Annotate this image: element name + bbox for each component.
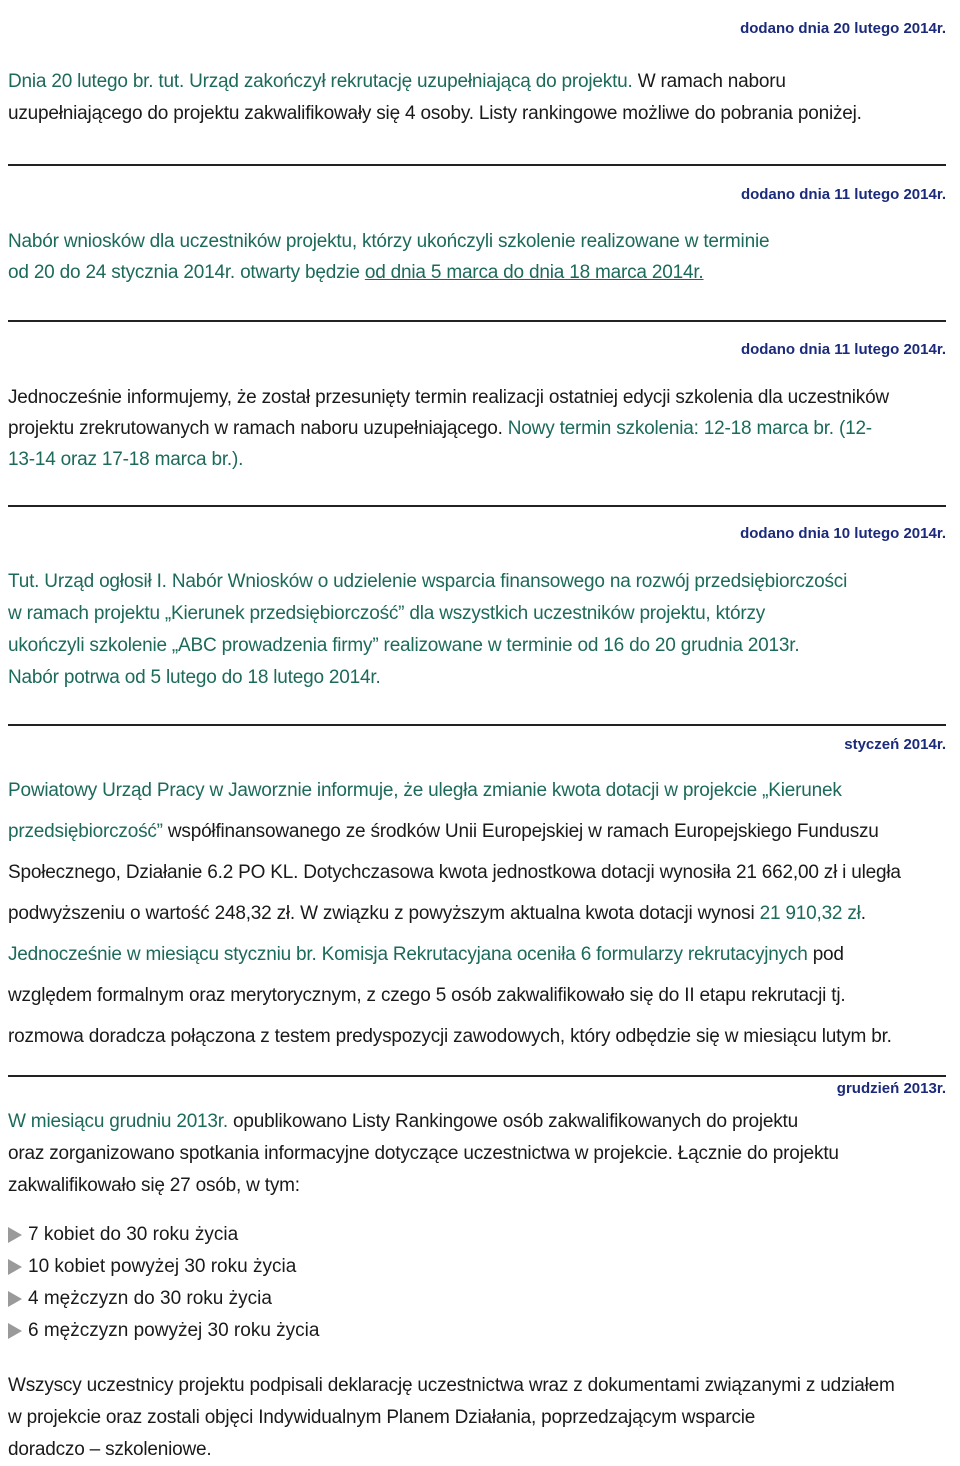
entry-date: dodano dnia 11 lutego 2014r. — [740, 341, 946, 358]
highlight-text: Dnia 20 lutego br. tut. Urząd zakończył rekrutację uzupełniającą do projektu. — [8, 71, 633, 92]
entry-body: Nabór wniosków dla uczestników projektu, którzy ukończyli szkolenie realizowane w terminie od 20 do 24 stycznia 2014r. otwarty będzie od dnia 5 marca do dnia 18 marca 2014r. — [8, 231, 770, 283]
list-item: 10 kobiet powyżej 30 roku życia — [8, 1251, 319, 1283]
triangle-bullet-icon — [8, 1259, 22, 1275]
entry-date: styczeń 2014r. — [844, 736, 946, 753]
triangle-bullet-icon — [8, 1323, 22, 1339]
date-range-link: od dnia 5 marca do dnia 18 marca 2014r. — [364, 262, 704, 283]
closing-paragraph: Wszyscy uczestnicy projektu podpisali deklarację uczestnictwa wraz z dokumentami związanymi z udziałem w projekcie oraz zostali objęci Indywidualnym Planem Działania, poprzedzającym wsparcie doradczo – szkoleniowe. — [8, 1375, 895, 1460]
entry-date: dodano dnia 11 lutego 2014r. — [740, 186, 946, 203]
entry-body: Jednocześnie informujemy, że został przesunięty termin realizacji ostatniej edycji szkolenia dla uczestników projektu zrekrutowanych w ramach naboru uzupełniającego. Nowy termin szkolenia: 12-18 marca br. (12- 13-14 oraz 17-18 marca br.). — [8, 387, 889, 470]
divider — [8, 1075, 946, 1077]
entry-date: grudzień 2013r. — [836, 1080, 946, 1097]
qualified-breakdown-list — [8, 1219, 319, 1347]
list-item: 7 kobiet do 30 roku życia — [8, 1219, 319, 1251]
entry-body: Dnia 20 lutego br. tut. Urząd zakończył rekrutację uzupełniającą do projektu. W ramach naboru uzupełniającego do projektu zakwalifikowały się 4 osoby. Listy rankingowe możliwe do pobrania poniżej. — [8, 71, 862, 124]
divider — [8, 724, 946, 726]
triangle-bullet-icon — [8, 1227, 22, 1243]
list-item: 4 mężczyzn do 30 roku życia — [8, 1283, 319, 1315]
entry-body: W miesiącu grudniu 2013r. opublikowano Listy Rankingowe osób zakwalifikowanych do projektu oraz zorganizowano spotkania informacyjne dotyczące uczestnictwa w projekcie. Łącznie do projektu zakwalifikowało się 27 osób, w tym: — [8, 1111, 839, 1196]
triangle-bullet-icon — [8, 1291, 22, 1307]
entry-body: Powiatowy Urząd Pracy w Jaworznie informuje, że uległa zmianie kwota dotacji w projekcie „Kierunek przedsiębiorczość” współfinansowanego ze środków Unii Europejskiej w ramach Europejskiego Funduszu Społecznego, Działanie 6.2 PO KL. Dotychczasowa kwota jednostkowa dotacji wynosiła 21 662,00 zł i uległa podwyższeniu o wartość 248,32 zł. W związku z powyższym aktualna kwota dotacji wynosi 21 910,32 zł. Jednocześnie w miesiącu styczniu br. Komisja Rekrutacyjana oceniła 6 formularzy rekrutacyjnych pod względem formalnym oraz merytorycznym, z czego 5 osób zakwalifikowało się do II etapu rekrutacji tj. rozmowa doradcza połączona z testem predyspozycji zawodowych, który odbędzie się w miesiącu lutym br. — [8, 780, 901, 1047]
divider — [8, 164, 946, 166]
divider — [8, 505, 946, 507]
entry-body: Tut. Urząd ogłosił I. Nabór Wniosków o udzielenie wsparcia finansowego na rozwój przedsiębiorczości w ramach projektu „Kierunek przedsiębiorczość” dla wszystkich uczestników projektu, którzy ukończyli szkolenie „ABC prowadzenia firmy” realizowane w terminie od 16 do 20 grudnia 2013r. Nabór potrwa od 5 lutego do 18 lutego 2014r. — [8, 571, 848, 688]
entry-date: dodano dnia 10 lutego 2014r. — [740, 525, 946, 542]
entry-date: dodano dnia 20 lutego 2014r. — [740, 20, 946, 37]
divider — [8, 320, 946, 322]
list-item: 6 mężczyzn powyżej 30 roku życia — [8, 1315, 319, 1347]
